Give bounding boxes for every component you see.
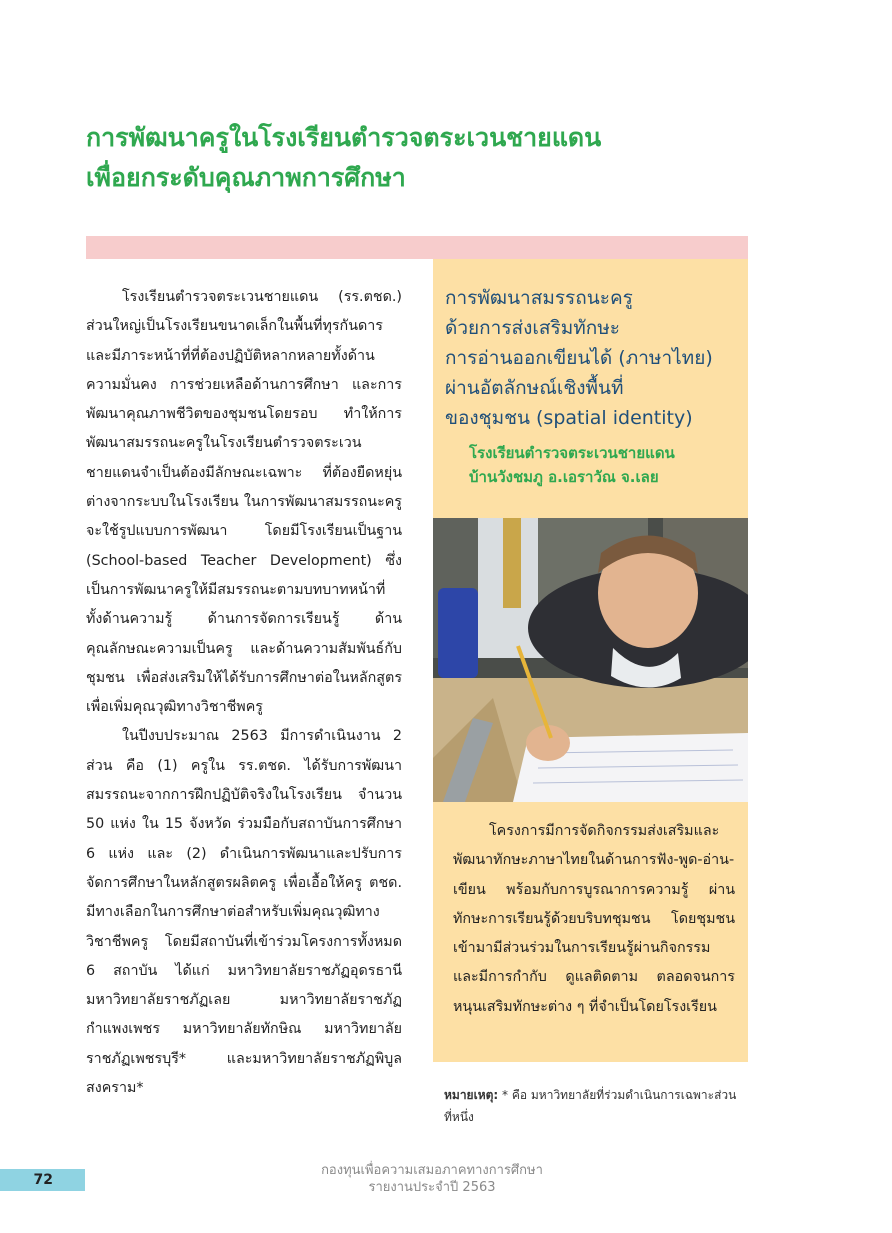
article-title <box>86 118 766 198</box>
footnote-label: หมายเหตุ: <box>444 1088 499 1102</box>
footnote-text: * คือ มหาวิทยาลัยที่ร่วมดำเนินการเฉพาะส่วนที่หนึ่ง <box>444 1088 737 1124</box>
sidebar-heading <box>445 283 745 433</box>
sidebar-heading-line: การพัฒนาสมรรถนะครู <box>445 287 633 309</box>
decorative-divider-bar <box>86 236 748 259</box>
title-line-1: การพัฒนาครูในโรงเรียนตำรวจตระเวนชายแดน <box>86 123 602 152</box>
sidebar-heading-line: ผ่านอัตลักษณ์เชิงพื้นที่ <box>445 377 624 399</box>
footnote <box>444 1084 744 1128</box>
sidebar-heading-line: ของชุมชน (spatial identity) <box>445 407 693 429</box>
page-number: 72 <box>33 1172 53 1188</box>
caption-paragraph: โครงการมีการจัดกิจกรรมส่งเสริมและพัฒนาทักษะภาษาไทยในด้านการฟัง-พูด-อ่าน-เขียน พร้อมกับการบูรณาการความรู้ ผ่านทักษะการเรียนรู้ด้วยบริบทชุมชน โดยชุมชนเข้ามามีส่วนร่วมในการเรียนรู้ผ่านกิจกรรม และมีการกำกับ ดูแลติดตาม ตลอดจนการหนุนเสริมทักษะต่าง ๆ ที่จำเป็นโดยโรงเรียน <box>453 823 735 1015</box>
footer-report-title: รายงานประจำปี 2563 <box>368 1180 496 1195</box>
page-footer <box>250 1162 614 1196</box>
body-paragraph-1: โรงเรียนตำรวจตระเวนชายแดน (รร.ตชด.) ส่วนใหญ่เป็นโรงเรียนขนาดเล็กในพื้นที่ทุรกันดาร และมีภาระหน้าที่ที่ต้องปฏิบัติหลากหลายทั้งด้านความมั่นคง การช่วยเหลือด้านการศึกษา และการพัฒนาคุณภาพชีวิตของชุมชนโดยรอบ ทำให้การพัฒนาสมรรถนะครูในโรงเรียนตำรวจตระเวนชายแดนจำเป็นต้องมีลักษณะเฉพาะ ที่ต้องยืดหยุ่นต่างจากระบบในโรงเรียน ในการพัฒนาสมรรถนะครูจะใช้รูปแบบการพัฒนา โดยมีโรงเรียนเป็นฐาน (School-based Teacher Development) ซึ่งเป็นการพัฒนาครูให้มีสมรรถนะตามบทบาทหน้าที่ ทั้งด้านความรู้ ด้านการจัดการเรียนรู้ ด้านคุณลักษณะความเป็นครู และด้านความสัมพันธ์กับชุมชน เพื่อส่งเสริมให้ได้รับการศึกษาต่อในหลักสูตร เพื่อเพิ่มคุณวุฒิทางวิชาชีพครู <box>86 289 402 716</box>
sidebar-heading-line: การอ่านออกเขียนได้ (ภาษาไทย) <box>445 347 713 369</box>
body-paragraph-2: ในปีงบประมาณ 2563 มีการดำเนินงาน 2 ส่วน คือ (1) ครูใน รร.ตชด. ได้รับการพัฒนาสมรรถนะจากการฝึกปฏิบัติจริงในโรงเรียน จำนวน 50 แห่ง ใน 15 จังหวัด ร่วมมือกับสถาบันการศึกษา 6 แห่ง และ (2) ดำเนินการพัฒนาและปรับการจัดการศึกษาในหลักสูตรผลิตครู เพื่อเอื้อให้ครู ตชด. มีทางเลือกในการศึกษาต่อสำหรับเพิ่มคุณวุฒิทางวิชาชีพครู โดยมีสถาบันที่เข้าร่วมโครงการทั้งหมด 6 สถาบัน ได้แก่ มหาวิทยาลัยราชภัฏอุดรธานี มหาวิทยาลัยราชภัฏเลย มหาวิทยาลัยราชภัฏกำแพงเพชร มหาวิทยาลัยทักษิณ มหาวิทยาลัยราชภัฏเพชรบุรี* และมหาวิทยาลัยราชภัฏพิบูลสงคราม* <box>86 728 402 1097</box>
photo-caption <box>453 817 735 1022</box>
school-location-line: บ้านวังชมภู อ.เอราวัณ จ.เลย <box>469 468 659 486</box>
footer-organization: กองทุนเพื่อความเสมอภาคทางการศึกษา <box>321 1163 543 1178</box>
student-writing-photo <box>433 518 748 802</box>
school-name-line: โรงเรียนตำรวจตระเวนชายแดน <box>469 444 675 462</box>
sidebar-box <box>433 259 748 1062</box>
sidebar-heading-line: ด้วยการส่งเสริมทักษะ <box>445 317 620 339</box>
main-body-column <box>86 283 402 1103</box>
page-number-tab <box>0 1169 85 1191</box>
photo-illustration <box>433 518 748 802</box>
title-line-2: เพื่อยกระดับคุณภาพการศึกษา <box>86 163 406 192</box>
sidebar-school-name <box>469 441 739 489</box>
